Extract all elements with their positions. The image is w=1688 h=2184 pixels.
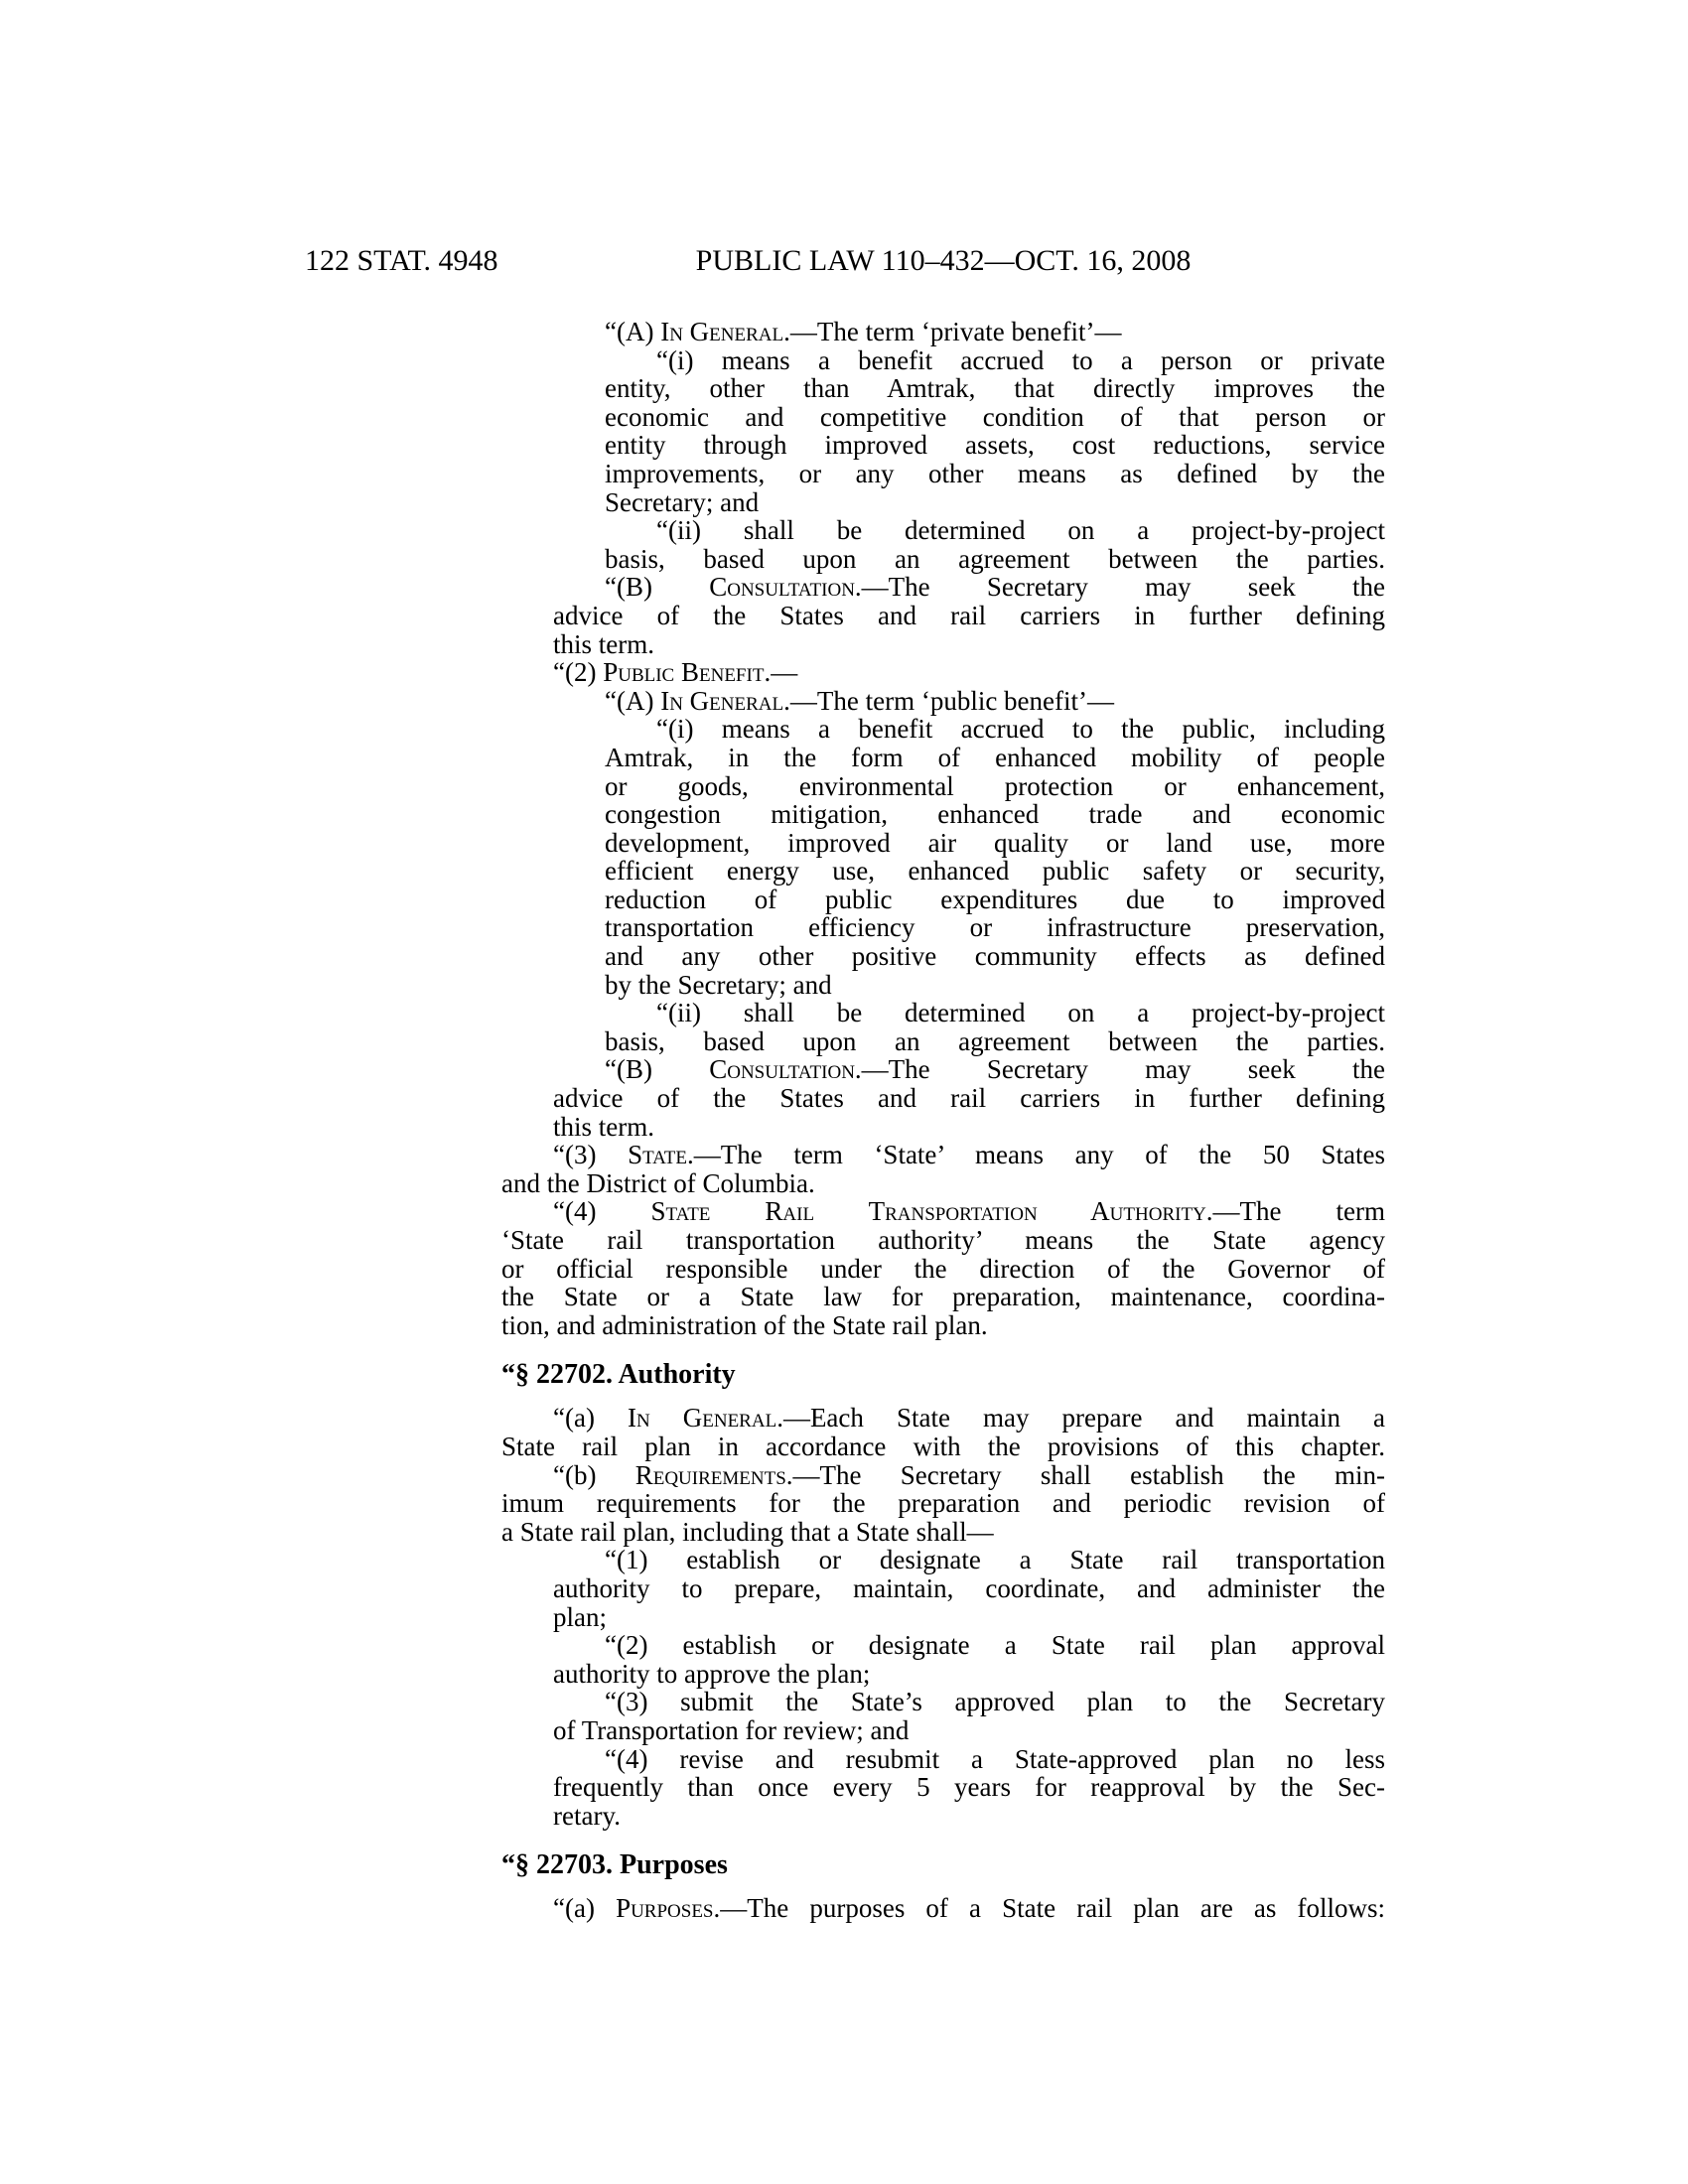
document-line xyxy=(553,1660,1385,1689)
smallcaps-term: Purposes xyxy=(616,1893,714,1924)
text-run: “(2) establish or designate a State rail plan approval xyxy=(605,1630,1385,1661)
text-run: “(3) xyxy=(553,1140,629,1170)
text-run: .—The Secretary shall establish the min- xyxy=(785,1459,1386,1490)
document-line xyxy=(605,374,1385,403)
text-run: frequently than once every 5 years for reapproval by the Sec- xyxy=(553,1772,1385,1803)
law-title: PUBLIC LAW 110–432—OCT. 16, 2008 xyxy=(695,244,1192,277)
text-run: by the Secretary; and xyxy=(605,969,832,1000)
text-run: basis, based upon an agreement between the parties. xyxy=(605,543,1385,574)
text-run: “(3) submit the State’s approved plan to the Secretary xyxy=(605,1687,1385,1717)
text-run: “(B) xyxy=(605,1054,710,1085)
text-run: this term. xyxy=(553,1111,654,1142)
text-run: “(ii) shall be determined on a project-by-project xyxy=(656,998,1385,1028)
document-line xyxy=(656,516,1385,545)
text-run: State rail plan in accordance with the provisions of this chapter. xyxy=(501,1431,1385,1461)
document-line xyxy=(605,1027,1385,1056)
document-line xyxy=(605,744,1385,772)
document-line xyxy=(553,1197,1385,1226)
text-run: “(A) xyxy=(605,317,661,346)
document-line xyxy=(553,1461,1385,1490)
text-run: “(i) means a benefit accrued to the public, including xyxy=(656,714,1385,745)
text-run: retary. xyxy=(553,1800,621,1831)
text-run: entity through improved assets, cost reductions, service xyxy=(605,430,1385,461)
text-run: “(1) establish or designate a State rail transportation xyxy=(605,1545,1385,1575)
text-run: economic and competitive condition of that person or xyxy=(605,401,1385,432)
text-run: a State rail plan, including that a State shall— xyxy=(501,1516,994,1547)
text-run: or official responsible under the direction of the Governor of xyxy=(501,1253,1385,1284)
text-run: “(b) xyxy=(553,1459,635,1490)
document-line xyxy=(553,1141,1385,1169)
document-line xyxy=(553,1802,1385,1831)
smallcaps-term: Consultation xyxy=(709,1054,855,1085)
text-run: Amtrak, in the form of enhanced mobility of people xyxy=(605,742,1385,772)
text-run: reduction of public expenditures due to improved xyxy=(605,884,1385,914)
document-line xyxy=(553,1894,1385,1923)
document-line xyxy=(605,1688,1385,1716)
smallcaps-term: In General xyxy=(660,685,784,716)
smallcaps-term: In General xyxy=(660,317,784,346)
document-line xyxy=(605,488,1385,517)
document-line xyxy=(605,687,1385,716)
text-run: .—The term ‘private benefit’— xyxy=(783,317,1122,346)
document-line xyxy=(605,1745,1385,1774)
text-run: and the District of Columbia. xyxy=(501,1167,815,1198)
document-line xyxy=(553,1716,1385,1745)
text-run: “(4) revise and resubmit a State-approved plan no less xyxy=(605,1743,1385,1774)
document-line xyxy=(605,545,1385,574)
document-line xyxy=(605,1055,1385,1084)
document-line xyxy=(605,857,1385,886)
text-run: “(B) xyxy=(605,572,710,603)
smallcaps-term: State xyxy=(628,1140,688,1170)
document-line xyxy=(656,346,1385,375)
text-run: the State or a State law for preparation, maintenance, coordina- xyxy=(501,1282,1385,1312)
text-run: .—The purposes of a State rail plan are as follows: xyxy=(713,1893,1386,1924)
text-run: authority to prepare, maintain, coordinate, and administer the xyxy=(553,1572,1385,1603)
document-line xyxy=(501,1518,1385,1547)
text-run: of Transportation for review; and xyxy=(553,1714,910,1745)
document-line xyxy=(553,630,1385,659)
text-run: “(ii) shall be determined on a project-by-project xyxy=(656,515,1385,546)
document-line xyxy=(501,1255,1385,1284)
document-line xyxy=(605,1631,1385,1660)
document-line xyxy=(501,1169,1385,1198)
text-run: “(a) xyxy=(553,1893,617,1924)
text-run: basis, based upon an agreement between the parties. xyxy=(605,1025,1385,1056)
document-line xyxy=(605,1546,1385,1574)
document-line xyxy=(553,1404,1385,1433)
text-run: transportation efficiency or infrastructure preservation, xyxy=(605,912,1385,943)
document-line xyxy=(553,1574,1385,1603)
text-run: tion, and administration of the State rail plan. xyxy=(501,1309,988,1340)
document-line xyxy=(605,942,1385,971)
text-run: or goods, environmental protection or enhancement, xyxy=(605,770,1385,801)
text-run: ‘State rail transportation authority’ means the State agency xyxy=(501,1225,1385,1255)
document-line xyxy=(605,800,1385,829)
text-run: “(A) xyxy=(605,685,661,716)
document-line xyxy=(553,1084,1385,1113)
document-body xyxy=(501,318,1385,1923)
text-run: “(i) means a benefit accrued to a person or private xyxy=(656,344,1385,375)
text-run: advice of the States and rail carriers in further defining xyxy=(553,1083,1385,1114)
document-line xyxy=(605,431,1385,460)
document-line xyxy=(605,829,1385,858)
text-run: development, improved air quality or land use, more xyxy=(605,827,1385,858)
smallcaps-term: In General xyxy=(628,1403,777,1433)
document-line xyxy=(501,1226,1385,1255)
smallcaps-term: Consultation xyxy=(709,572,855,603)
text-run: plan; xyxy=(553,1601,607,1632)
document-line xyxy=(656,999,1385,1027)
text-run: .—The term ‘public benefit’— xyxy=(783,685,1115,716)
text-run: entity, other than Amtrak, that directly improves the xyxy=(605,373,1385,404)
document-line xyxy=(605,573,1385,602)
stat-page-number: 122 STAT. 4948 xyxy=(305,244,498,277)
text-run: .—The term ‘State’ means any of the 50 States xyxy=(687,1140,1385,1170)
text-run: “§ 22702. Authority xyxy=(501,1359,736,1391)
text-run: imum requirements for the preparation and periodic revision of xyxy=(501,1488,1385,1519)
document-line xyxy=(553,658,1385,687)
section-heading xyxy=(501,1850,1385,1880)
text-run: Secretary; and xyxy=(605,486,760,517)
document-line xyxy=(605,460,1385,488)
document-line xyxy=(656,715,1385,744)
smallcaps-term: Public Benefit xyxy=(603,657,765,688)
page-header xyxy=(0,244,1688,278)
text-run: .— xyxy=(764,657,798,688)
smallcaps-term: Requirements xyxy=(634,1459,786,1490)
document-line xyxy=(553,1773,1385,1802)
text-run: “(a) xyxy=(553,1403,628,1433)
text-run: “(2) xyxy=(553,657,604,688)
text-run: “§ 22703. Purposes xyxy=(501,1849,728,1881)
text-run: .—Each State may prepare and maintain a xyxy=(776,1403,1385,1433)
text-run: congestion mitigation, enhanced trade and economic xyxy=(605,799,1385,830)
document-line xyxy=(605,886,1385,914)
smallcaps-term: State Rail Transportation Authority xyxy=(650,1196,1206,1227)
text-run: .—The term xyxy=(1205,1196,1386,1227)
text-run: .—The Secretary may seek the xyxy=(854,1054,1386,1085)
document-line xyxy=(501,1311,1385,1340)
text-run: and any other positive community effects as defined xyxy=(605,941,1385,972)
document-line xyxy=(553,602,1385,630)
text-run: efficient energy use, enhanced public safety or security, xyxy=(605,856,1385,887)
text-run: advice of the States and rail carriers in further defining xyxy=(553,600,1385,630)
document-line xyxy=(553,1113,1385,1142)
document-line xyxy=(605,913,1385,942)
document-line xyxy=(605,772,1385,801)
text-run: .—The Secretary may seek the xyxy=(854,572,1386,603)
document-line xyxy=(501,1283,1385,1311)
document-line xyxy=(501,1433,1385,1461)
document-line xyxy=(553,1603,1385,1632)
text-run: authority to approve the plan; xyxy=(553,1658,871,1689)
text-run: “(4) xyxy=(553,1196,651,1227)
section-heading xyxy=(501,1360,1385,1390)
text-run: improvements, or any other means as defined by the xyxy=(605,458,1385,488)
document-line xyxy=(605,971,1385,1000)
document-line xyxy=(605,318,1385,346)
document-line xyxy=(501,1489,1385,1518)
document-line xyxy=(605,403,1385,432)
text-run: this term. xyxy=(553,628,654,659)
